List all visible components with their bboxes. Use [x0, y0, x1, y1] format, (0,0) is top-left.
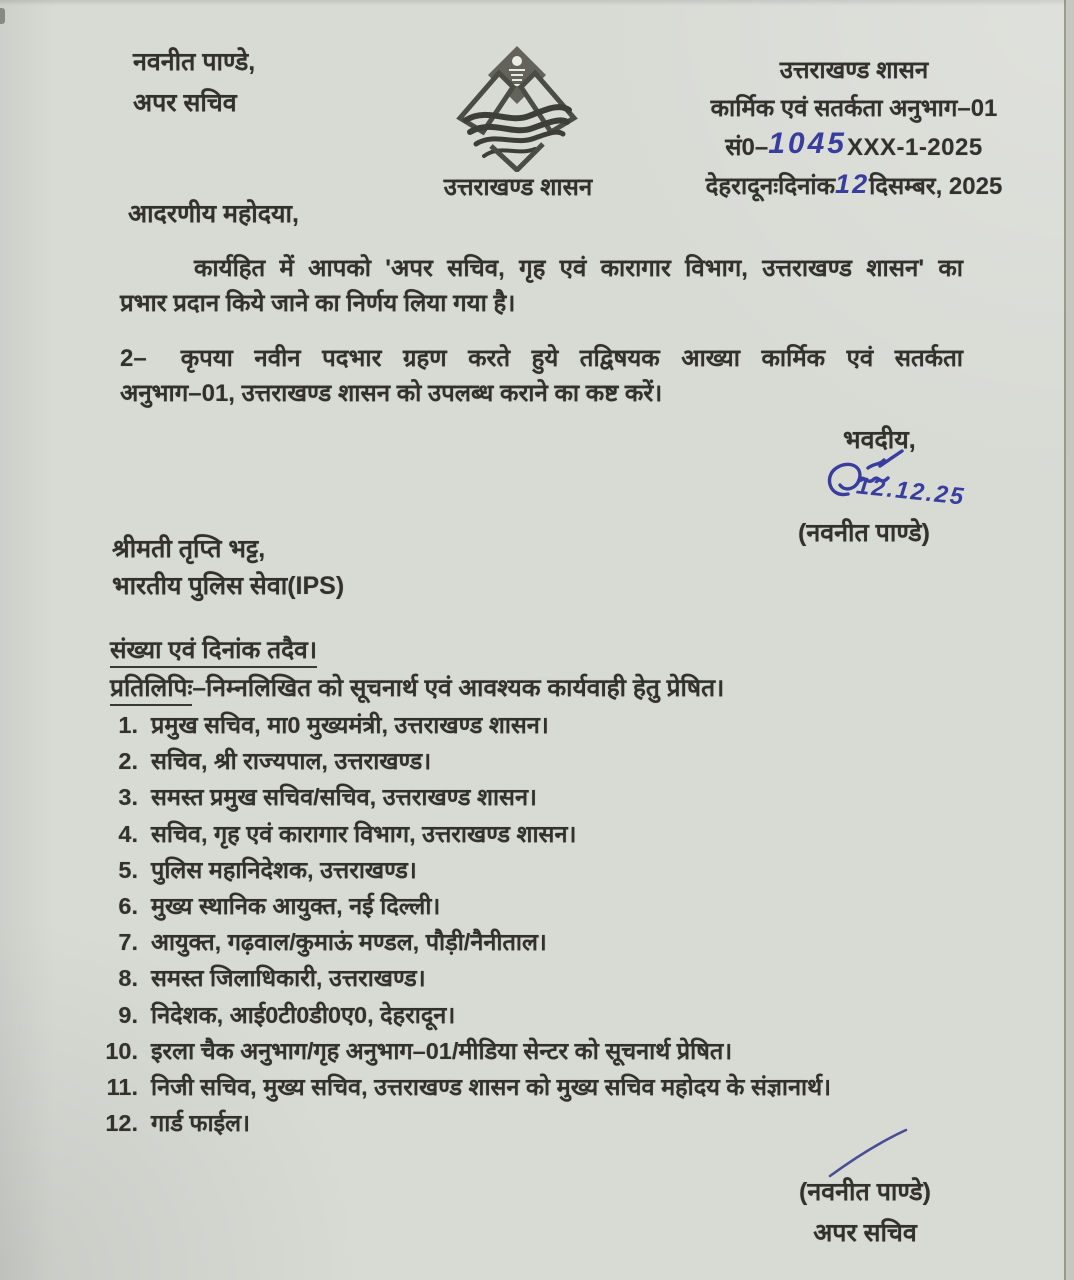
signatory-name: (नवनीत पाण्डे) — [798, 519, 930, 547]
item-text: मुख्य स्थानिक आयुक्त, नई दिल्ली। — [151, 893, 441, 920]
recipient-block — [112, 531, 344, 605]
copy-heading — [110, 671, 724, 704]
item-text: सचिव, श्री राज्यपाल, उत्तराखण्ड। — [151, 748, 432, 775]
list-item — [92, 852, 831, 888]
item-number: 1. — [118, 712, 138, 738]
list-item — [92, 816, 831, 852]
item-text: आयुक्त, गढ़वाल/कुमाऊं मण्डल, पौड़ी/नैनीताल। — [151, 929, 547, 956]
item-text: प्रमुख सचिव, मा0 मुख्यमंत्री, उत्तराखण्ड शासन। — [151, 712, 549, 738]
reference-same-line — [110, 633, 317, 666]
footer-signatory-title: अपर सचिव — [813, 1219, 917, 1247]
item-number: 8. — [118, 965, 138, 992]
list-item — [92, 743, 831, 779]
date-prefix: देहरादूनःदिनांक — [705, 172, 836, 200]
item-text: पुलिस महानिदेशक, उत्तराखण्ड। — [151, 856, 417, 883]
item-text: गार्ड फाईल। — [151, 1110, 251, 1137]
item-number: 5. — [118, 856, 138, 883]
item-number: 9. — [118, 1001, 138, 1028]
list-item — [92, 888, 831, 924]
date-suffix: दिसम्बर, 2025 — [869, 172, 1003, 200]
list-item — [92, 707, 831, 743]
paragraph-line: कार्यहित में आपको 'अपर सचिव, गृह एवं कारागार विभाग, उत्तराखण्ड शासन' का — [194, 255, 963, 282]
list-item — [92, 1033, 831, 1069]
item-number: 2. — [118, 748, 138, 775]
copy-list — [92, 707, 831, 1141]
item-number: 12. — [105, 1110, 138, 1137]
letterhead-block — [690, 52, 1018, 205]
item-text: सचिव, गृह एवं कारागार विभाग, उत्तराखण्ड शासन। — [151, 820, 577, 847]
emblem-caption: उत्तराखण्ड शासन — [443, 174, 593, 201]
salutation: आदरणीय महोदया, — [128, 200, 299, 228]
item-number: 3. — [118, 784, 138, 811]
item-number: 4. — [118, 820, 138, 847]
paragraph-number: 2– — [120, 345, 147, 372]
letterhead-reference-line — [690, 127, 1018, 167]
copy-label: प्रतिलिपिः — [110, 675, 192, 706]
signature-date-handwritten: 12.12.25 — [854, 472, 967, 511]
reference-same-text: संख्या एवं दिनांक तदैव। — [110, 637, 317, 668]
paragraph-text: कृपया नवीन पदभार ग्रहण करते हुये तद्विषयक आख्या कार्मिक एवं सतर्कता — [180, 345, 963, 372]
copy-rest: –निम्नलिखित को सूचनार्थ एवं आवश्यक कार्यवाही हेतु प्रेषित। — [192, 675, 725, 702]
paragraph-line: प्रभार प्रदान किये जाने का निर्णय लिया गया है। — [120, 290, 516, 317]
list-item — [92, 779, 831, 815]
item-text: निजी सचिव, मुख्य सचिव, उत्तराखण्ड शासन को मुख्य सचिव महोदय के संज्ञानार्थ। — [151, 1074, 832, 1101]
list-item — [92, 924, 831, 960]
footer-signature-block — [770, 1172, 960, 1254]
item-text: समस्त प्रमुख सचिव/सचिव, उत्तराखण्ड शासन। — [151, 784, 537, 811]
item-number: 10. — [105, 1037, 138, 1064]
uttarakhand-emblem-icon — [455, 44, 579, 172]
sender-block — [133, 42, 255, 124]
paragraph-line: अनुभाग–01, उत्तराखण्ड शासन को उपलब्ध कराने का कष्ट करें। — [120, 380, 663, 407]
list-item — [92, 1105, 831, 1141]
list-item — [92, 1069, 831, 1105]
item-text: निदेशक, आई0टी0डी0ए0, देहरादून। — [151, 1001, 456, 1028]
body-paragraph-1 — [120, 251, 963, 321]
paragraph-line — [120, 341, 963, 376]
item-number: 11. — [106, 1074, 138, 1101]
scan-page-edge — [1066, 0, 1074, 1280]
body-paragraph-2 — [120, 341, 963, 411]
list-item — [92, 960, 831, 996]
footer-signatory-name: (नवनीत पाण्डे) — [799, 1178, 931, 1206]
item-number: 6. — [118, 893, 138, 920]
scan-artifact — [0, 8, 5, 24]
item-text: इरला चैक अनुभाग/गृह अनुभाग–01/मीडिया सेन्टर को सूचनार्थ प्रेषित। — [151, 1037, 733, 1064]
letterhead-section: कार्मिक एवं सतर्कता अनुभाग–01 — [710, 94, 998, 122]
list-item — [92, 997, 831, 1033]
item-number: 7. — [118, 929, 138, 956]
valediction: भवदीय, — [843, 426, 916, 454]
reference-number-handwritten: 1045 — [768, 127, 847, 160]
item-text: समस्त जिलाधिकारी, उत्तराखण्ड। — [151, 965, 426, 992]
sender-name: नवनीत पाण्डे, — [133, 48, 256, 76]
letterhead-govt: उत्तराखण्ड शासन — [779, 57, 929, 84]
reference-suffix: XXX-1-2025 — [846, 134, 983, 161]
sender-title: अपर सचिव — [133, 89, 237, 117]
reference-prefix: सं0– — [725, 134, 769, 161]
recipient-service: भारतीय पुलिस सेवा(IPS) — [112, 572, 345, 600]
recipient-name: श्रीमती तृप्ति भट्ट, — [112, 535, 266, 563]
date-day-handwritten: 12 — [835, 168, 870, 199]
letterhead-date-line — [690, 167, 1018, 206]
